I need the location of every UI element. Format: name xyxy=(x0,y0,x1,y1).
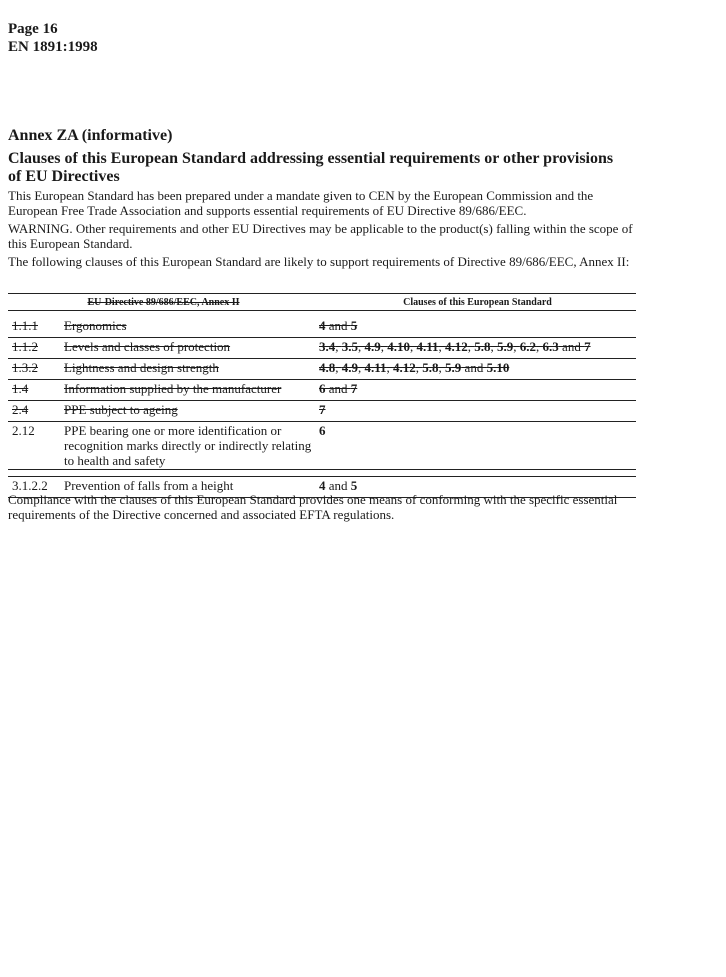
compliance-paragraph: Compliance with the clauses of this European Standard provides one means of conforming with the specific essential requirements of the Directive concerned and associated EFTA regulations. xyxy=(8,492,618,522)
directive-ref: 1.4 xyxy=(8,380,64,401)
requirement: Levels and classes of protection xyxy=(64,338,319,359)
clause-number: 4.10 xyxy=(387,339,410,354)
clauses-cell xyxy=(319,422,636,470)
clause-separator: , xyxy=(438,360,446,375)
clause-separator: and xyxy=(325,381,351,396)
clause-separator: , xyxy=(490,339,498,354)
clauses-cell xyxy=(319,380,636,401)
clause-number: 6 xyxy=(319,423,326,438)
clause-separator: and xyxy=(558,339,585,354)
table-row xyxy=(8,401,636,422)
clause-number: 7 xyxy=(319,402,326,417)
clauses-column-header: Clauses of this European Standard xyxy=(319,294,636,311)
clause-number: 4.11 xyxy=(416,339,439,354)
clause-separator: , xyxy=(335,360,342,375)
clause-number: 4.9 xyxy=(341,360,358,375)
section-title: Clauses of this European Standard addressing essential requirements or other provisions of EU Directives xyxy=(8,150,614,185)
directive-ref: 1.1.1 xyxy=(8,317,64,338)
clause-number: 6 xyxy=(319,381,326,396)
clause-number: 5.9 xyxy=(497,339,514,354)
clause-number: 6.3 xyxy=(542,339,559,354)
table-row xyxy=(8,422,636,470)
requirement: Prevention of falls from a height xyxy=(64,477,319,498)
clause-number: 4 xyxy=(319,478,326,493)
requirement: PPE bearing one or more identification or recognition marks directly or indirectly relating to health and safety xyxy=(64,422,319,470)
clause-number: 4.12 xyxy=(393,360,416,375)
clauses-cell xyxy=(319,338,636,359)
requirement: Lightness and design strength xyxy=(64,359,319,380)
mandate-paragraph: This European Standard has been prepared under a mandate given to CEN by the European Commission and the European Free Trade Association and supports essential requirements of EU Directive 89/686/EEC. xyxy=(8,188,594,218)
table-row xyxy=(8,380,636,401)
clause-number: 4.12 xyxy=(445,339,468,354)
page-number: Page 16 xyxy=(8,21,58,37)
directive-ref: 2.4 xyxy=(8,401,64,422)
clauses-cell xyxy=(319,317,636,338)
table-row xyxy=(8,338,636,359)
clause-separator: , xyxy=(358,360,365,375)
clause-number: 5 xyxy=(350,478,358,493)
warning-paragraph: WARNING. Other requirements and other EU Directives may be applicable to the product(s) falling within the scope of this European Standard. xyxy=(8,221,633,251)
clause-number: 5.8 xyxy=(474,339,491,354)
clauses-cell xyxy=(319,401,636,422)
clause-separator: , xyxy=(438,339,446,354)
clauses-cell xyxy=(319,359,636,380)
directive-ref: 2.12 xyxy=(8,422,64,470)
directive-ref: 1.3.2 xyxy=(8,359,64,380)
clause-number: 6.2 xyxy=(519,339,537,354)
clause-separator: and xyxy=(325,318,351,333)
directive-column-header: EU-Directive 89/686/EEC, Annex II xyxy=(8,294,319,311)
clause-separator: and xyxy=(461,360,487,375)
clause-separator: , xyxy=(386,360,394,375)
table-row xyxy=(8,317,636,338)
clause-separator: , xyxy=(513,339,520,354)
clause-separator: , xyxy=(380,339,388,354)
requirement: PPE subject to ageing xyxy=(64,401,319,422)
clause-number: 5 xyxy=(350,318,358,333)
clause-separator: , xyxy=(415,360,423,375)
requirement: Ergonomics xyxy=(64,317,319,338)
clause-separator: , xyxy=(358,339,365,354)
annex-title: Annex ZA (informative) xyxy=(8,127,173,144)
clause-number: 3.5 xyxy=(341,339,358,354)
intro-paragraph: The following clauses of this European Standard are likely to support requirements of Directive 89/686/EEC, Annex II: xyxy=(8,254,630,269)
clause-separator: , xyxy=(410,339,417,354)
clause-separator: , xyxy=(536,339,543,354)
table-header-row xyxy=(8,294,636,311)
clause-separator: and xyxy=(325,478,351,493)
table-row xyxy=(8,359,636,380)
clause-number: 4.9 xyxy=(364,339,381,354)
clause-number: 4 xyxy=(319,318,326,333)
clause-number: 7 xyxy=(350,381,358,396)
page-header xyxy=(8,20,98,56)
clause-number: 3.4 xyxy=(319,339,336,354)
clauses-table xyxy=(8,293,636,498)
clause-number: 5.10 xyxy=(486,360,510,375)
clause-number: 5.8 xyxy=(422,360,439,375)
clause-number: 7 xyxy=(584,339,591,354)
directive-ref: 1.1.2 xyxy=(8,338,64,359)
standard-number: EN 1891:1998 xyxy=(8,39,98,55)
clause-separator: , xyxy=(335,339,342,354)
clause-number: 4.8 xyxy=(319,360,336,375)
clause-separator: , xyxy=(467,339,475,354)
requirement: Information supplied by the manufacturer xyxy=(64,380,319,401)
clause-number: 5.9 xyxy=(445,360,462,375)
directive-ref: 3.1.2.2 xyxy=(8,477,64,498)
clause-number: 4.11 xyxy=(364,360,387,375)
